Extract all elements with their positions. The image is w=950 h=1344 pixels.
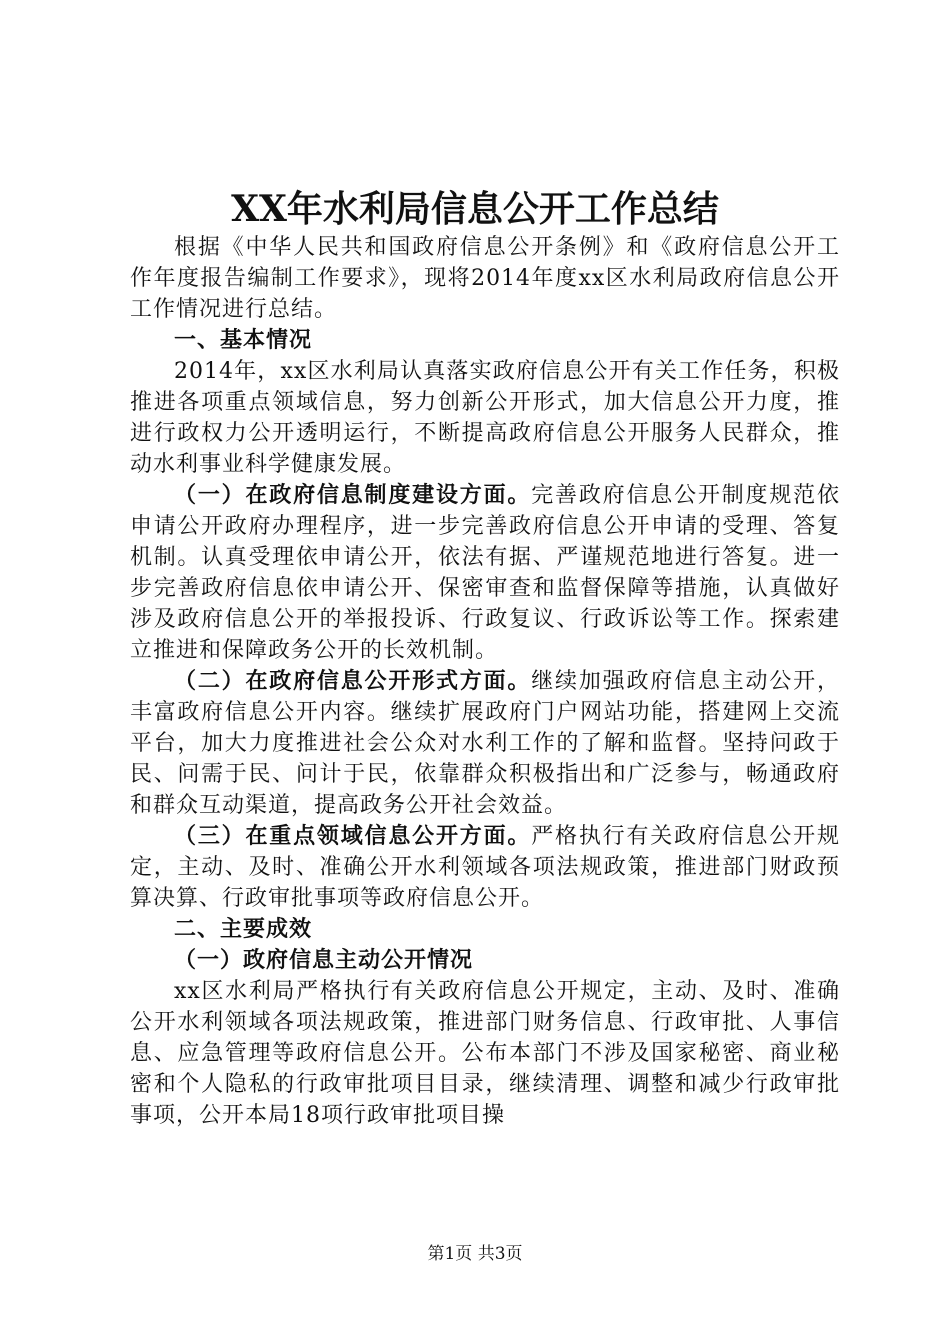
item-paragraph-form (130, 666, 840, 821)
item-text: 继续加强政府信息主动公开，丰富政府信息公开内容。继续扩展政府门户网站功能，搭建网上交流平台，加大力度推进社会公众对水利工作的了解和监督。坚持问政于民、问需于民、问计于民，依靠群众积极指出和广泛参与，畅通政府和群众互动渠道，提高政务公开社会效益。 (130, 669, 840, 818)
basic-situation-paragraph: 2014年，xx区水利局认真落实政府信息公开有关工作任务，积极推进各项重点领域信息，努力创新公开形式，加大信息公开力度，推进行政权力公开透明运行，不断提高政府信息公开服务人民群众，推动水利事业科学健康发展。 (130, 359, 840, 477)
section-heading-results: 二、主要成效 (174, 916, 313, 942)
item-lead: （二）在政府信息公开形式方面。 (174, 668, 532, 694)
item-lead: （三）在重点领域信息公开方面。 (174, 823, 532, 849)
page-footer: 第1页 共3页 (427, 1244, 523, 1264)
section-heading-basic: 一、基本情况 (174, 327, 313, 353)
item-text: 完善政府信息公开制度规范依申请公开政府办理程序，进一步完善政府信息公开申请的受理、答复机制。认真受理依申请公开，依法有据、严谨规范地进行答复。进一步完善政府信息依申请公开、保密审查和监督保障等措施，认真做好涉及政府信息公开的举报投诉、行政复议、行政诉讼等工作。探索建立推进和保障政务公开的长效机制。 (130, 483, 840, 663)
item-text: 严格执行有关政府信息公开规定，主动、及时、准确公开水利领域各项法规政策，推进部门财政预算决算、行政审批事项等政府信息公开。 (130, 824, 840, 911)
subsection-heading-active-disclosure: （一）政府信息主动公开情况 (174, 947, 474, 973)
document-title: XX年水利局信息公开工作总结 (231, 188, 719, 230)
item-paragraph-system (130, 480, 840, 666)
item-lead: （一）在政府信息制度建设方面。 (174, 482, 532, 508)
document-body (130, 232, 840, 1131)
intro-paragraph: 根据《中华人民共和国政府信息公开条例》和《政府信息公开工作年度报告编制工作要求》，现将2014年度xx区水利局政府信息公开工作情况进行总结。 (130, 235, 840, 322)
active-disclosure-paragraph: xx区水利局严格执行有关政府信息公开规定，主动、及时、准确公开水利领域各项法规政策，推进部门财务信息、行政审批、人事信息、应急管理等政府信息公开。公布本部门不涉及国家秘密、商业秘密和个人隐私的行政审批项目目录，继续清理、调整和减少行政审批事项，公开本局18项行政审批项目操 (130, 979, 840, 1128)
item-paragraph-key-areas (130, 821, 840, 914)
